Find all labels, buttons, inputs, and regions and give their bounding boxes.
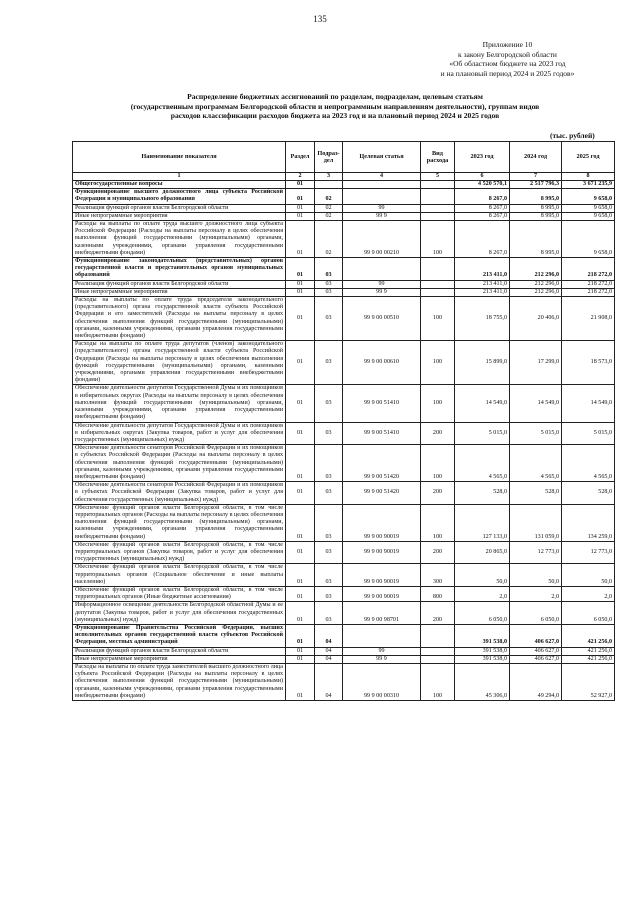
title-line: расходов классификации расходов бюджета на 2023 год и на плановый период 2024 и 2025 годов	[170, 111, 500, 120]
row-amount-2025: 9 658,0	[562, 204, 615, 212]
row-amount-2023: 213 411,0	[455, 258, 510, 281]
row-razdel: 01	[286, 445, 315, 482]
column-number: 2	[286, 173, 315, 181]
row-name: Расходы на выплаты по оплате труда депутатов (членов) законодательного (представительного) органа государственной власти субъекта Российской Федерации (Расходы на выплаты персоналу в целях обеспечения выполнения функций государственными (муниципальными) органами, казенными учреждениями, органами управления государственными внебюджетными фондами)	[73, 341, 286, 385]
row-amount-2023: 20 865,0	[455, 541, 510, 564]
table-row	[73, 297, 615, 341]
row-amount-2024: 50,0	[510, 564, 562, 587]
row-name: Функционирование законодательных (представительных) органов государственной власти и представительных органов муниципальных образований	[73, 258, 286, 281]
row-amount-2025: 50,0	[562, 564, 615, 587]
table-row	[73, 624, 615, 647]
table-row	[73, 422, 615, 445]
table-row	[73, 181, 615, 189]
row-amount-2024: 5 015,0	[510, 422, 562, 445]
row-expense-type	[421, 647, 455, 655]
header-cell: Подраз-дел	[315, 142, 343, 173]
row-expense-type	[421, 258, 455, 281]
row-amount-2025: 218 272,0	[562, 280, 615, 288]
row-razdel: 01	[286, 586, 315, 601]
row-name: Обеспечение функций органов власти Белгородской области, в том числе территориальных органов (Социальное обеспечение и иные выплаты населению)	[73, 564, 286, 587]
table-row	[73, 341, 615, 385]
row-amount-2024: 49 294,0	[510, 664, 562, 701]
row-amount-2025: 9 658,0	[562, 212, 615, 220]
row-name: Общегосударственные вопросы	[73, 181, 286, 189]
row-amount-2024: 4 565,0	[510, 445, 562, 482]
row-target-article: 99 9 00 90019	[343, 586, 421, 601]
row-razdel: 01	[286, 297, 315, 341]
table-row	[73, 482, 615, 505]
row-amount-2023: 8 267,0	[455, 189, 510, 204]
row-amount-2024: 8 995,0	[510, 189, 562, 204]
table-row	[73, 541, 615, 564]
row-name: Реализация функций органов власти Белгородской области	[73, 204, 286, 212]
row-expense-type: 200	[421, 482, 455, 505]
row-amount-2025: 4 565,0	[562, 445, 615, 482]
row-target-article: 99	[343, 647, 421, 655]
row-podrazdel: 03	[315, 482, 343, 505]
row-amount-2025: 18 573,0	[562, 341, 615, 385]
row-name: Обеспечение деятельности депутатов Государственной Думы и их помощников в избирательных округах (Расходы на выплаты персоналу в целях обеспечения выполнения функций государственными (муниципальными) органами, казенными учреждениями, органами управления государственными внебюджетными фондами)	[73, 385, 286, 422]
row-expense-type: 100	[421, 445, 455, 482]
row-amount-2024: 2,0	[510, 586, 562, 601]
row-razdel: 01	[286, 564, 315, 587]
row-amount-2025: 9 658,0	[562, 221, 615, 258]
row-amount-2023: 5 015,0	[455, 422, 510, 445]
row-expense-type: 300	[421, 564, 455, 587]
header-cell: Целевая статья	[343, 142, 421, 173]
row-name: Функционирование высшего должностного лица субъекта Российской Федерации и муниципального образования	[73, 189, 286, 204]
row-razdel: 01	[286, 422, 315, 445]
row-amount-2025: 421 256,0	[562, 647, 615, 655]
row-amount-2024: 131 059,0	[510, 504, 562, 541]
row-amount-2024: 8 995,0	[510, 204, 562, 212]
row-target-article: 99	[343, 280, 421, 288]
row-podrazdel: 03	[315, 422, 343, 445]
row-amount-2023: 8 267,0	[455, 221, 510, 258]
column-number: 1	[73, 173, 286, 181]
row-amount-2024: 8 995,0	[510, 221, 562, 258]
table-row	[73, 504, 615, 541]
row-amount-2023: 391 538,0	[455, 655, 510, 663]
row-name: Обеспечение функций органов власти Белгородской области, в том числе территориальных органов (Иные бюджетные ассигнования)	[73, 586, 286, 601]
row-amount-2024: 6 050,0	[510, 602, 562, 625]
row-expense-type: 100	[421, 341, 455, 385]
table-row	[73, 280, 615, 288]
row-target-article: 99 9 00 00310	[343, 664, 421, 701]
title-line: Распределение бюджетных ассигнований по разделам, подразделам, целевым статьям	[187, 92, 483, 101]
row-razdel: 01	[286, 655, 315, 663]
row-amount-2025: 14 549,0	[562, 385, 615, 422]
row-target-article: 99 9	[343, 288, 421, 296]
row-amount-2025: 9 658,0	[562, 189, 615, 204]
row-target-article	[343, 258, 421, 281]
units-label: (тыс. рублей)	[550, 131, 595, 140]
row-amount-2024: 212 296,0	[510, 280, 562, 288]
row-name: Расходы на выплаты по оплате труда заместителей высшего должностного лица субъекта Российской Федерации (Расходы на выплаты персоналу в целях обеспечения выполнения функций государственными (муниципальными) органами, казенными учреждениями, органами управления государственными внебюджетными фондами)	[73, 664, 286, 701]
row-amount-2023: 14 549,0	[455, 385, 510, 422]
row-razdel: 01	[286, 504, 315, 541]
row-razdel: 01	[286, 288, 315, 296]
row-amount-2024: 20 406,0	[510, 297, 562, 341]
row-amount-2023: 213 411,0	[455, 288, 510, 296]
row-target-article: 99	[343, 204, 421, 212]
row-name: Иные непрограммные мероприятия	[73, 288, 286, 296]
row-expense-type	[421, 655, 455, 663]
row-amount-2024: 12 773,0	[510, 541, 562, 564]
row-podrazdel: 02	[315, 189, 343, 204]
row-amount-2023: 127 133,0	[455, 504, 510, 541]
row-expense-type: 800	[421, 586, 455, 601]
row-amount-2023: 18 755,0	[455, 297, 510, 341]
row-target-article: 99 9 00 51420	[343, 482, 421, 505]
row-podrazdel: 04	[315, 664, 343, 701]
row-razdel: 01	[286, 280, 315, 288]
row-amount-2024: 406 627,0	[510, 647, 562, 655]
row-name: Информационное освещение деятельности Белгородской областной Думы и ее депутатов (Закупка товаров, работ и услуг для обеспечения государственных (муниципальных) нужд)	[73, 602, 286, 625]
row-amount-2025: 2,0	[562, 586, 615, 601]
row-name: Реализация функций органов власти Белгородской области	[73, 647, 286, 655]
appendix-line: и на плановый период 2024 и 2025 годов»	[440, 68, 575, 78]
header-cell: Наименование показателя	[73, 142, 286, 173]
table-row	[73, 385, 615, 422]
row-target-article: 99 9 00 00510	[343, 297, 421, 341]
row-name: Иные непрограммные мероприятия	[73, 655, 286, 663]
row-amount-2023: 45 306,0	[455, 664, 510, 701]
row-amount-2025: 218 272,0	[562, 288, 615, 296]
table-row	[73, 445, 615, 482]
row-name: Расходы на выплаты по оплате труда высшего должностного лица субъекта Российской Федерации (Расходы на выплаты персоналу в целях обеспечения выполнения функций государственными (муниципальными) органами, казенными учреждениями, органами управления государственными внебюджетными фондами)	[73, 221, 286, 258]
row-amount-2025: 421 256,0	[562, 624, 615, 647]
row-target-article: 99 9 00 90019	[343, 541, 421, 564]
row-podrazdel: 04	[315, 655, 343, 663]
row-target-article: 99 9 00 00210	[343, 221, 421, 258]
column-number: 5	[421, 173, 455, 181]
row-target-article: 99 9 00 98701	[343, 602, 421, 625]
row-amount-2023: 391 538,0	[455, 647, 510, 655]
row-expense-type	[421, 181, 455, 189]
row-name: Функционирование Правительства Российской Федерации, высших исполнительных органов государственной власти субъектов Российской Федерации, местных администраций	[73, 624, 286, 647]
table-body	[73, 181, 615, 701]
row-amount-2023: 6 050,0	[455, 602, 510, 625]
row-podrazdel: 03	[315, 564, 343, 587]
row-podrazdel: 04	[315, 647, 343, 655]
row-amount-2025: 12 773,0	[562, 541, 615, 564]
row-name: Обеспечение деятельности сенаторов Российской Федерации и их помощников в субъектах Российской Федерации (Расходы на выплаты персоналу в целях обеспечения выполнения функций государственными (муниципальными) органами, казенными учреждениями, органами управления государственными внебюджетными фондами)	[73, 445, 286, 482]
row-expense-type: 100	[421, 664, 455, 701]
table-row	[73, 586, 615, 601]
table-row	[73, 212, 615, 220]
row-amount-2025: 218 272,0	[562, 258, 615, 281]
row-expense-type: 200	[421, 602, 455, 625]
row-razdel: 01	[286, 385, 315, 422]
table-row	[73, 647, 615, 655]
row-expense-type	[421, 624, 455, 647]
row-amount-2025: 528,0	[562, 482, 615, 505]
row-razdel: 01	[286, 624, 315, 647]
row-razdel: 01	[286, 602, 315, 625]
row-amount-2023: 4 520 570,1	[455, 181, 510, 189]
row-podrazdel: 03	[315, 541, 343, 564]
header-cell: 2024 год	[510, 142, 562, 173]
row-podrazdel	[315, 181, 343, 189]
budget-table	[72, 141, 615, 701]
row-target-article: 99 9	[343, 212, 421, 220]
row-target-article: 99 9 00 90019	[343, 564, 421, 587]
row-amount-2023: 2,0	[455, 586, 510, 601]
title-line: (государственным программам Белгородской области и непрограммным направлениям деятельности), группам видов	[130, 101, 540, 111]
header-cell: 2025 год	[562, 142, 615, 173]
row-podrazdel: 04	[315, 624, 343, 647]
row-amount-2024: 2 517 796,3	[510, 181, 562, 189]
header-cell: Раздел	[286, 142, 315, 173]
row-razdel: 01	[286, 189, 315, 204]
document-title	[55, 92, 615, 121]
column-number: 7	[510, 173, 562, 181]
row-expense-type	[421, 212, 455, 220]
table-header-row	[73, 142, 615, 173]
row-expense-type	[421, 189, 455, 204]
row-amount-2023: 8 267,0	[455, 212, 510, 220]
row-name: Иные непрограммные мероприятия	[73, 212, 286, 220]
row-name: Расходы на выплаты по оплате труда председателя законодательного (представительного) органа государственной власти субъекта Российской Федерации и его заместителей (Расходы на выплаты персоналу в целях обеспечения выполнения функций государственными (муниципальными) органами, казенными учреждениями, органами управления государственными внебюджетными фондами)	[73, 297, 286, 341]
appendix-line: «Об областном бюджете на 2023 год	[449, 59, 566, 68]
row-amount-2025: 134 259,0	[562, 504, 615, 541]
row-amount-2023: 50,0	[455, 564, 510, 587]
row-amount-2024: 17 299,0	[510, 341, 562, 385]
row-podrazdel: 03	[315, 586, 343, 601]
row-amount-2023: 8 267,0	[455, 204, 510, 212]
row-razdel: 01	[286, 664, 315, 701]
row-amount-2025: 5 015,0	[562, 422, 615, 445]
row-podrazdel: 03	[315, 288, 343, 296]
column-number-row	[73, 173, 615, 181]
row-podrazdel: 02	[315, 212, 343, 220]
table-row	[73, 655, 615, 663]
table-row	[73, 288, 615, 296]
row-target-article	[343, 624, 421, 647]
row-podrazdel: 03	[315, 602, 343, 625]
table-row	[73, 564, 615, 587]
row-expense-type	[421, 280, 455, 288]
row-target-article: 99 9 00 00610	[343, 341, 421, 385]
row-podrazdel: 03	[315, 258, 343, 281]
row-razdel: 01	[286, 212, 315, 220]
column-number: 6	[455, 173, 510, 181]
row-amount-2023: 4 565,0	[455, 445, 510, 482]
row-podrazdel: 02	[315, 221, 343, 258]
row-podrazdel: 02	[315, 204, 343, 212]
row-name: Обеспечение функций органов власти Белгородской области, в том числе территориальных органов (Расходы на выплаты персоналу в целях обеспечения выполнения функций государственными (муниципальными) органами, казенными учреждениями, органами управления государственными внебюджетными фондами)	[73, 504, 286, 541]
row-expense-type	[421, 288, 455, 296]
header-cell: Вид расхода	[421, 142, 455, 173]
row-target-article	[343, 189, 421, 204]
row-razdel: 01	[286, 204, 315, 212]
row-name: Обеспечение деятельности сенаторов Российской Федерации и их помощников в субъектах Российской Федерации (Закупка товаров, работ и услуг для обеспечения государственных (муниципальных) нужд)	[73, 482, 286, 505]
row-expense-type: 100	[421, 297, 455, 341]
row-razdel: 01	[286, 341, 315, 385]
row-expense-type: 100	[421, 385, 455, 422]
row-amount-2025: 21 908,0	[562, 297, 615, 341]
row-expense-type: 100	[421, 504, 455, 541]
row-amount-2024: 8 995,0	[510, 212, 562, 220]
appendix-heading	[405, 40, 610, 78]
page-number: 135	[313, 14, 327, 24]
appendix-line: к закону Белгородской области	[458, 49, 557, 59]
column-number: 3	[315, 173, 343, 181]
row-name: Реализация функций органов власти Белгородской области	[73, 280, 286, 288]
column-number: 4	[343, 173, 421, 181]
row-podrazdel: 03	[315, 280, 343, 288]
row-podrazdel: 03	[315, 504, 343, 541]
row-amount-2025: 421 256,0	[562, 655, 615, 663]
row-expense-type: 200	[421, 541, 455, 564]
row-amount-2024: 406 627,0	[510, 624, 562, 647]
row-expense-type	[421, 204, 455, 212]
row-razdel: 01	[286, 541, 315, 564]
row-target-article: 99 9 00 51410	[343, 385, 421, 422]
column-number: 8	[562, 173, 615, 181]
table-row	[73, 664, 615, 701]
row-amount-2024: 14 549,0	[510, 385, 562, 422]
row-target-article: 99 9 00 51410	[343, 422, 421, 445]
table-row	[73, 221, 615, 258]
row-amount-2025: 52 927,0	[562, 664, 615, 701]
row-amount-2025: 3 671 235,9	[562, 181, 615, 189]
table-row	[73, 602, 615, 625]
row-target-article: 99 9 00 90019	[343, 504, 421, 541]
row-razdel: 01	[286, 221, 315, 258]
table-row	[73, 258, 615, 281]
row-razdel: 01	[286, 647, 315, 655]
row-amount-2024: 212 296,0	[510, 258, 562, 281]
row-name: Обеспечение деятельности депутатов Государственной Думы и их помощников в избирательных округах (Закупка товаров, работ и услуг для обеспечения государственных (муниципальных) нужд)	[73, 422, 286, 445]
row-expense-type: 100	[421, 221, 455, 258]
row-target-article	[343, 181, 421, 189]
row-podrazdel: 03	[315, 341, 343, 385]
row-target-article: 99 9	[343, 655, 421, 663]
row-amount-2024: 406 627,0	[510, 655, 562, 663]
row-podrazdel: 03	[315, 385, 343, 422]
row-expense-type: 200	[421, 422, 455, 445]
row-amount-2024: 212 296,0	[510, 288, 562, 296]
row-amount-2023: 15 899,0	[455, 341, 510, 385]
appendix-line: Приложение 10	[482, 40, 533, 49]
row-amount-2025: 6 050,0	[562, 602, 615, 625]
table-row	[73, 204, 615, 212]
row-podrazdel: 03	[315, 297, 343, 341]
row-amount-2023: 213 411,0	[455, 280, 510, 288]
row-target-article: 99 9 00 51420	[343, 445, 421, 482]
row-amount-2024: 528,0	[510, 482, 562, 505]
row-razdel: 01	[286, 258, 315, 281]
row-razdel: 01	[286, 482, 315, 505]
row-amount-2023: 528,0	[455, 482, 510, 505]
row-razdel: 01	[286, 181, 315, 189]
row-amount-2023: 391 538,0	[455, 624, 510, 647]
table-row	[73, 189, 615, 204]
header-cell: 2023 год	[455, 142, 510, 173]
row-name: Обеспечение функций органов власти Белгородской области, в том числе территориальных органов (Закупка товаров, работ и услуг для обеспечения государственных (муниципальных) нужд)	[73, 541, 286, 564]
row-podrazdel: 03	[315, 445, 343, 482]
